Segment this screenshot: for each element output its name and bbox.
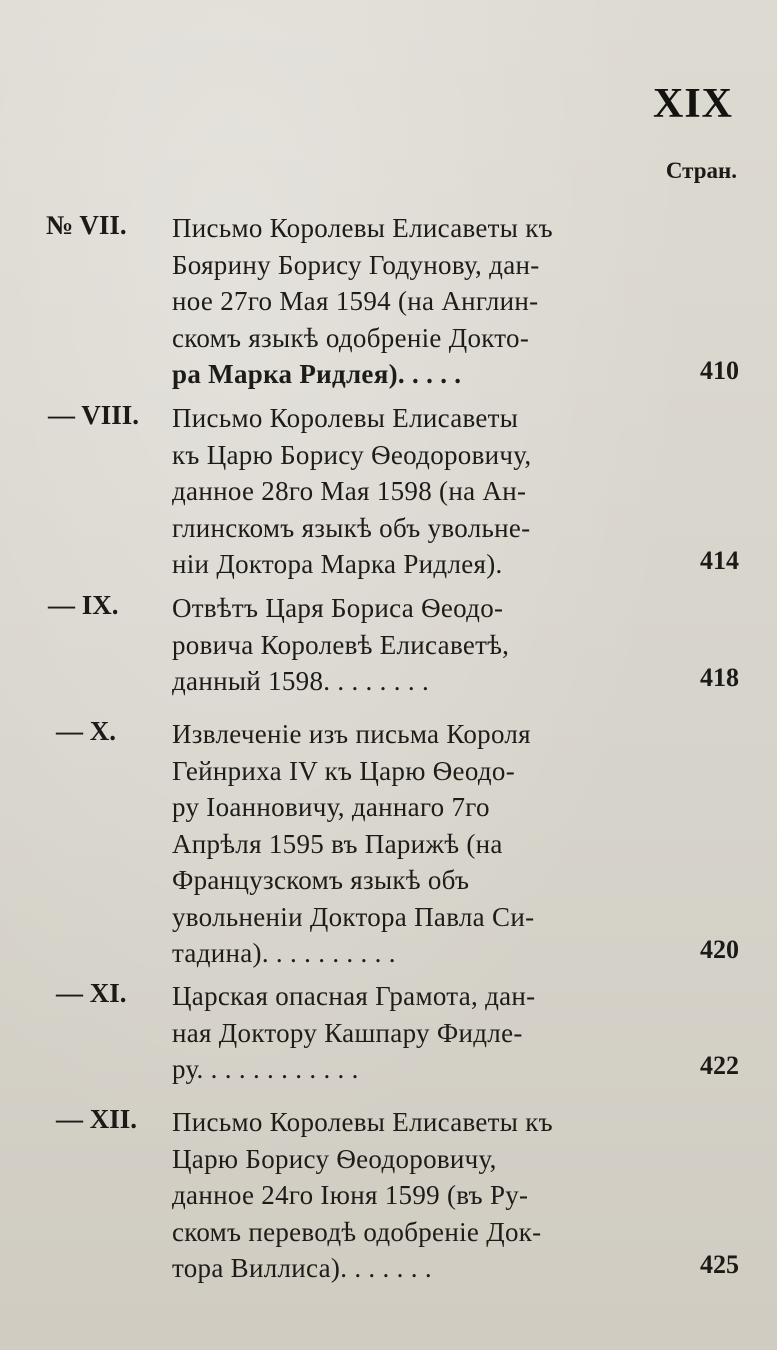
entry-line: глинскомъ языкѣ объ увольне- bbox=[172, 512, 531, 543]
entry-number: — XII. bbox=[56, 1104, 138, 1134]
entry-line: тадина). . . . . . . . . . bbox=[172, 938, 396, 968]
entry-text bbox=[172, 210, 672, 393]
entry-text bbox=[172, 716, 672, 972]
entry-line: Апрѣля 1595 въ Парижѣ (на bbox=[172, 828, 503, 859]
entry-number: — VIII. bbox=[48, 400, 140, 430]
entry-text bbox=[172, 590, 672, 700]
entry-line: къ Царю Борису Ѳеодоровичу, bbox=[172, 439, 532, 470]
entry-line: ру. . . . . . . . . . . . bbox=[172, 1054, 359, 1084]
entry-line: увольненіи Доктора Павла Си- bbox=[172, 901, 535, 932]
entry-text bbox=[172, 1104, 672, 1287]
entry-line: скомъ языкѣ одобреніе Докто- bbox=[172, 322, 530, 353]
entry-line: ру Іоанновичу, даннаго 7го bbox=[172, 792, 490, 822]
entry-line: Боярину Борису Годунову, дан- bbox=[172, 249, 540, 280]
entry-line: данное 24го Іюня 1599 (въ Ру- bbox=[172, 1180, 529, 1210]
page-roman-numeral: XIX bbox=[652, 81, 733, 127]
entry-page-number: 420 bbox=[700, 935, 739, 964]
entry-page-number: 414 bbox=[700, 546, 739, 575]
entry-line: ра Марка Ридлея). . . . . bbox=[172, 359, 462, 389]
entry-line: Отвѣтъ Царя Бориса Ѳеодо- bbox=[172, 593, 504, 623]
entry-line: ное 27го Мая 1594 (на Англин- bbox=[172, 286, 539, 316]
entry-number: № VII. bbox=[46, 210, 127, 240]
entry-line: Письмо Королевы Елисаветы bbox=[172, 403, 519, 433]
entry-line: ніи Доктора Марка Ридлея). bbox=[172, 549, 503, 579]
entry-line: Извлеченіе изъ письма Короля bbox=[172, 719, 531, 749]
entry-page-number: 425 bbox=[700, 1250, 739, 1279]
entry-line: скомъ переводѣ одобреніе Док- bbox=[172, 1216, 542, 1247]
entry-line: данное 28го Мая 1598 (на Ан- bbox=[172, 476, 527, 506]
entry-line: Французскомъ языкѣ объ bbox=[172, 865, 470, 895]
entry-text bbox=[172, 400, 672, 583]
entry-number: — X. bbox=[56, 716, 116, 746]
page-column-label: Стран. bbox=[665, 158, 737, 183]
entry-line: Гейнриха IV къ Царю Ѳеодо- bbox=[172, 755, 515, 786]
entry-number: — IX. bbox=[48, 590, 119, 620]
entry-line: ровича Королевѣ Елисаветѣ, bbox=[172, 629, 510, 660]
entry-page-number: 418 bbox=[700, 663, 739, 692]
entry-line: Письмо Королевы Елисаветы къ bbox=[172, 1107, 553, 1137]
entry-page-number: 422 bbox=[700, 1051, 739, 1080]
entry-line: Царю Борису Ѳеодоровичу, bbox=[172, 1143, 497, 1174]
entry-line: ная Доктору Кашпару Фидле- bbox=[172, 1017, 523, 1048]
entry-page-number: 410 bbox=[700, 356, 739, 385]
entry-line: Царская опасная Грамота, дан- bbox=[172, 981, 536, 1011]
entry-line: Письмо Королевы Елисаветы къ bbox=[172, 213, 553, 243]
entry-number: — XI. bbox=[56, 978, 127, 1008]
entry-line: данный 1598. . . . . . . . bbox=[172, 666, 430, 696]
entry-text bbox=[172, 978, 672, 1088]
entry-line: тора Виллиса). . . . . . . bbox=[172, 1253, 432, 1283]
